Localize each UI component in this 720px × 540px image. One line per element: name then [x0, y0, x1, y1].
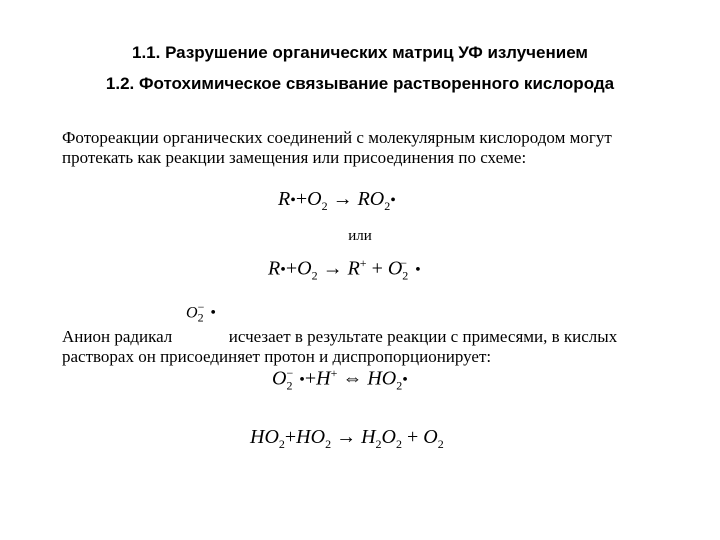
formula-disproportionation: $HO_2+HO_2 \to H_2O_2 + O_2$ [250, 426, 444, 451]
paragraph-line: Фотореакции органических соединений с молекулярным кислородом могут [62, 128, 612, 147]
paragraph-anion-radical [62, 327, 662, 367]
paragraph-line: протекать как реакции замещения или присоединения по схеме: [62, 148, 527, 167]
paragraph-line [62, 327, 662, 347]
anion-radical-label: Анион радикал [62, 327, 173, 346]
heading-1-2: 1.2. Фотохимическое связывание растворенного кислорода [105, 74, 615, 93]
formula-superoxide-anion: $O_2^-$ • [186, 300, 216, 325]
paragraph-line: растворах он присоединяет протон и диспропорционирует: [62, 347, 492, 366]
paragraph-text: исчезает в результате реакции с примесями, в кислых [228, 327, 618, 346]
or-word: или [348, 228, 372, 244]
formula-substitution: $R•+O_2$ → $RO_2•$ [278, 188, 396, 213]
paragraph-photoreactions [62, 128, 662, 168]
formula-addition: $R•+O_2 \to R^+ + O_2^-$ • [268, 256, 421, 283]
heading-1-1: 1.1. Разрушение органических матриц УФ излучением [131, 43, 588, 62]
formula-protonation: $O_2^-$ •+H+ ⇔ $HO_2•$ [272, 366, 408, 393]
